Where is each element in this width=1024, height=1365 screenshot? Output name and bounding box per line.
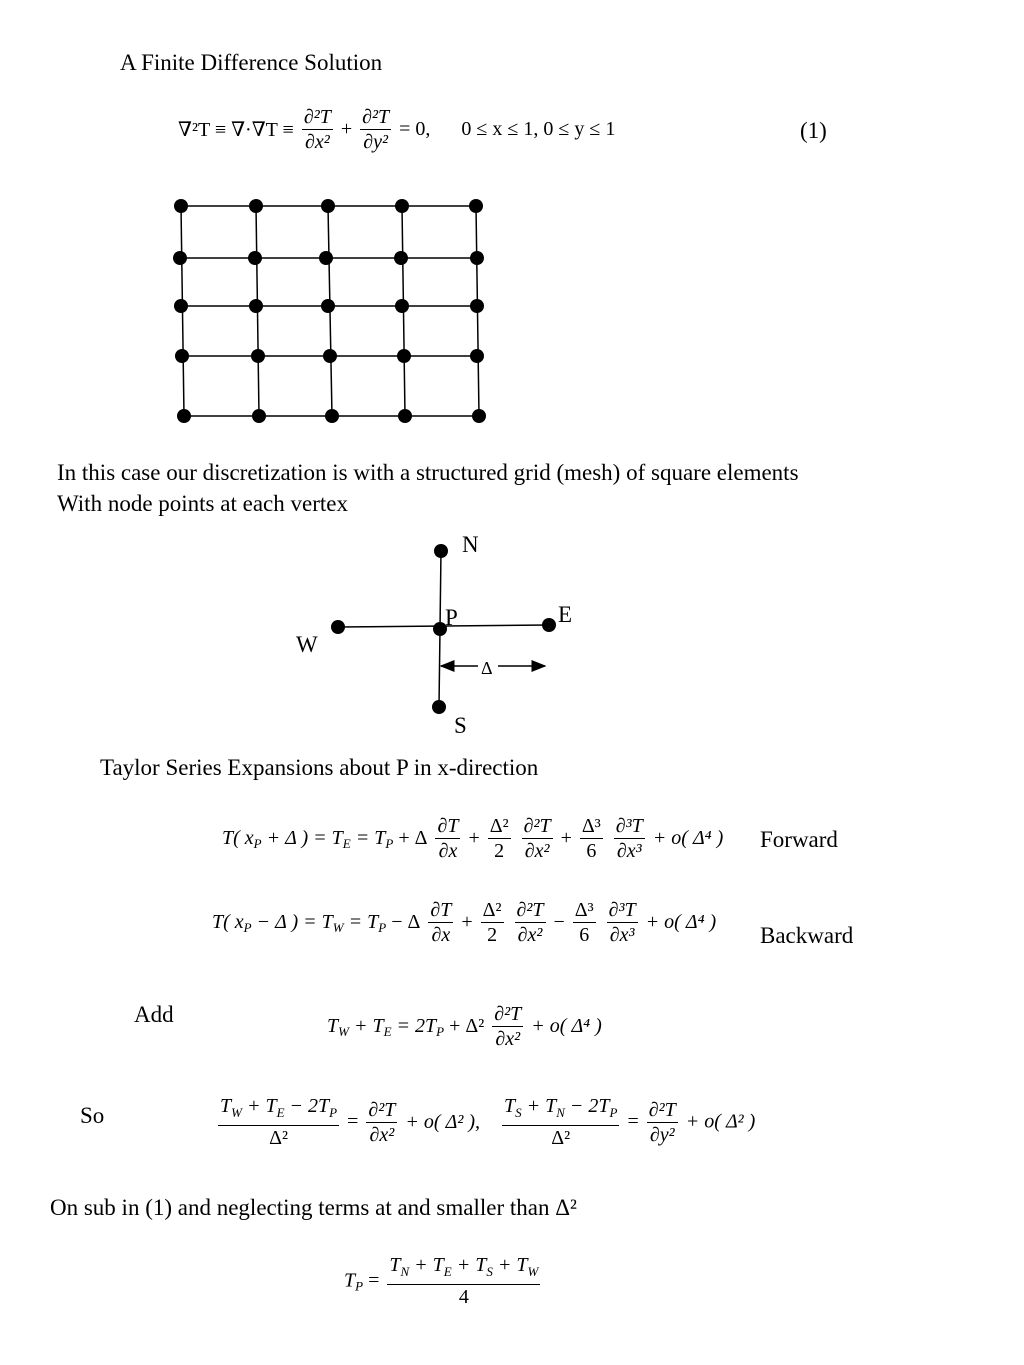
laplace-equation: ∇²T ≡ ∇·∇T ≡ $\frac{\text{∂²T}}{\text{∂x²}}$ + $\frac{\text{∂²T}}{\text{∂y²}}$ = 0, 0 ≤ x ≤ 1, 0 ≤ y ≤ 1: [178, 106, 616, 153]
so-label: So: [80, 1103, 105, 1128]
taylor-heading: Taylor Series Expansions about P in x-direction: [100, 755, 539, 780]
equation-number: (1): [800, 118, 827, 143]
label-delta: Δ: [481, 658, 493, 678]
forward-label: Forward: [760, 827, 838, 852]
forward-expansion: T( $x_P + \Delta$ ) = $T_E = T_P + \Delta$ $\frac{\partial T}{\partial x}$ + $\frac{\text{Δ²}}{2}$ $\frac{\text{∂²T}}{\text{∂x²}}$ + $\frac{\text{Δ³}}{6}$ $\frac{\text{∂³T}}{\text{∂x³}}$ + o( Δ⁴ ): [222, 815, 724, 862]
label-p: P: [445, 605, 458, 630]
label-s: S: [454, 713, 467, 738]
description-line-1: In this case our discretization is with a structured grid (mesh) of square elements: [57, 460, 799, 485]
final-equation: $T_P$ = $\frac{T_N + T_E + T_S + T_W}{4}$: [344, 1254, 539, 1308]
backward-expansion: T( $x_P - \Delta$ ) = $T_W = T_P - \Delta$ $\frac{\partial T}{\partial x}$ + $\frac{\text{Δ²}}{2}$ $\frac{\text{∂²T}}{\text{∂x²}}$ − $\frac{\text{Δ³}}{6}$ $\frac{\text{∂³T}}{\text{∂x³}}$ + o( Δ⁴ ): [212, 899, 717, 946]
eq1-lhs: ∇²T ≡ ∇·∇T ≡: [178, 119, 294, 141]
node-south: [432, 700, 446, 714]
eq1-domain: 0 ≤ x ≤ 1, 0 ≤ y ≤ 1: [461, 118, 616, 140]
page-title: A Finite Difference Solution: [120, 50, 383, 75]
final-text: On sub in (1) and neglecting terms at and smaller than Δ²: [50, 1195, 577, 1220]
label-w: W: [296, 632, 318, 657]
eq1-frac-y: $\frac{\text{∂²T}}{\text{∂y²}}$: [362, 106, 390, 153]
node-north: [434, 544, 448, 558]
label-e: E: [558, 602, 573, 627]
node-west: [331, 620, 345, 634]
add-equation: $T_W + T_E = 2T_P + \Delta^2$ $\frac{\text{∂²T}}{\text{∂x²}}$ + o( Δ⁴ ): [327, 1003, 602, 1050]
node-east: [542, 618, 556, 632]
label-n: N: [462, 532, 479, 557]
description-line-2: With node points at each vertex: [57, 491, 348, 516]
backward-label: Backward: [760, 923, 854, 948]
second-derivative-approximations: $\frac{T_W + T_E - 2T_P}{\text{Δ²}}$ = $\frac{\text{∂²T}}{\text{∂x²}}$ + o( Δ² ), $\frac{T_S + T_N - 2T_P}{\text{Δ²}}$ = $\frac{\text{∂²T}}{\text{∂y²}}$ + o( Δ² ): [220, 1095, 756, 1149]
eq1-frac-x: $\frac{\text{∂²T}}{\text{∂x²}}$: [303, 106, 331, 153]
add-label: Add: [134, 1002, 174, 1027]
